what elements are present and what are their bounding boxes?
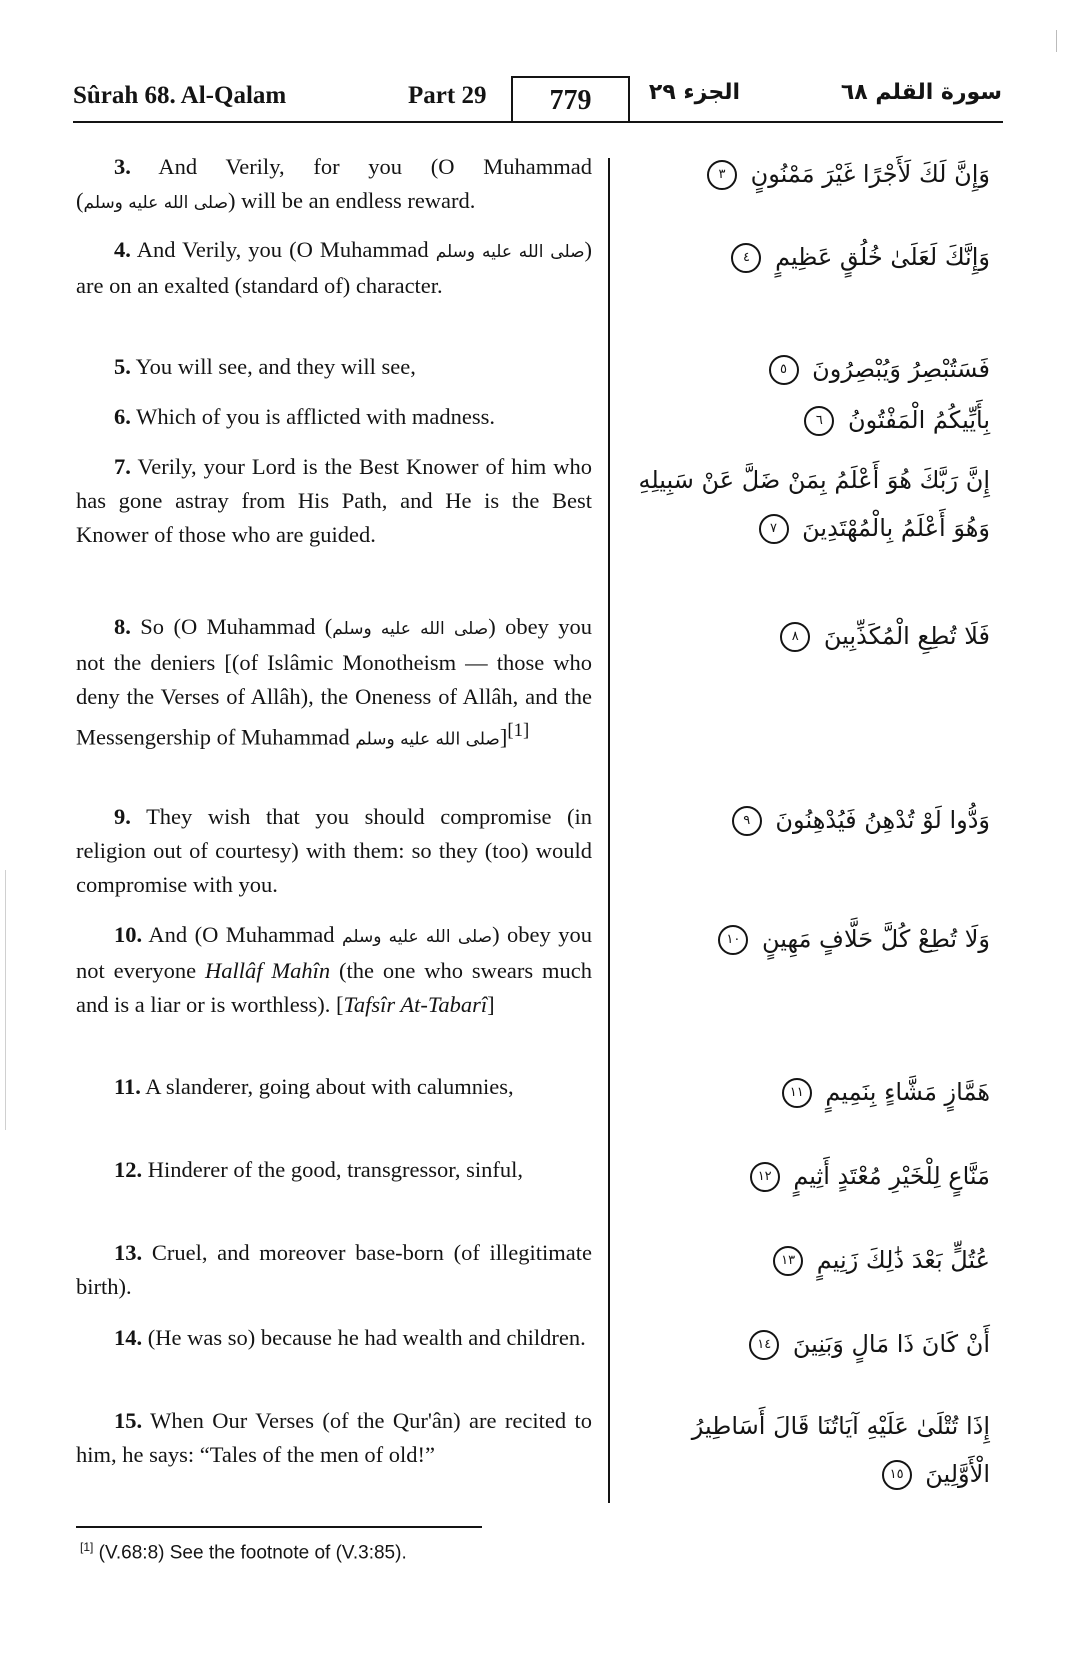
verse-9-translation xyxy=(76,800,592,902)
verse-number: 7. xyxy=(114,454,131,479)
ayah-number-marker: ٤ xyxy=(731,243,761,273)
arabic-verse-text: عُتُلٍّ بَعْدَ ذَٰلِكَ زَنِيمٍ xyxy=(816,1246,990,1274)
verse-14-translation xyxy=(76,1321,592,1355)
arabic-verse-text: وَدُّوا لَوْ تُدْهِنُ فَيُدْهِنُونَ xyxy=(775,806,990,834)
arabic-verse-text: أَنْ كَانَ ذَا مَالٍ وَبَنِينَ xyxy=(792,1330,990,1358)
verse-number: 9. xyxy=(114,804,131,829)
arabic-verse-text: هَمَّازٍ مَشَّاءٍ بِنَمِيمٍ xyxy=(825,1078,990,1106)
footnote-text: (V.68:8) See the footnote of (V.3:85). xyxy=(98,1542,407,1564)
verse-4-translation xyxy=(76,233,592,303)
verse-6-arabic xyxy=(638,396,990,444)
salutation-arabic: صلى الله عليه وسلم xyxy=(435,242,585,262)
verse-7-translation xyxy=(76,450,592,552)
footnote xyxy=(80,1540,407,1564)
running-header-juz-arabic: الجزء ٢٩ xyxy=(648,80,740,105)
verse-number: 11. xyxy=(114,1074,141,1099)
ayah-number-marker: ٧ xyxy=(759,514,789,544)
verse-text: They wish that you should compromise (in religion out of courtesy) with them: so they (too) would compromise with you. xyxy=(76,804,593,897)
verse-11-translation xyxy=(76,1070,592,1104)
arabic-verse-text: وَإِنَّ لَكَ لَأَجْرًا غَيْرَ مَمْنُونٍ xyxy=(750,160,990,188)
verse-text: ) obey you not everyone xyxy=(76,922,592,983)
running-header-surah: Sûrah 68. Al-Qalam xyxy=(73,82,287,109)
verse-text: Hinderer of the good, transgressor, sinful, xyxy=(147,1157,524,1182)
citation: Tafsîr At-Tabarî xyxy=(343,992,488,1017)
scan-margin-mark xyxy=(1056,30,1057,52)
scan-margin-mark xyxy=(5,870,6,1130)
ayah-number-marker: ٨ xyxy=(780,622,810,652)
verse-text: So (O Muhammad xyxy=(140,614,316,639)
verse-text: And Verily, you (O Muhammad xyxy=(136,237,429,262)
arabic-verse-text: فَسَتُبْصِرُ وَيُبْصِرُونَ xyxy=(812,355,990,383)
verse-8-arabic xyxy=(638,612,990,660)
arabic-verse-text: وَلَا تُطِعْ كُلَّ حَلَّافٍ مَهِينٍ xyxy=(762,925,990,953)
verse-text: Which of you is afflicted with madness. xyxy=(136,404,495,429)
running-header-part: Part 29 xyxy=(408,82,487,109)
verse-3-arabic xyxy=(638,150,990,198)
verse-text: And Verily, for you (O Muhammad xyxy=(158,154,592,179)
verse-9-arabic xyxy=(638,796,990,844)
verse-number: 8. xyxy=(114,614,131,639)
verse-6-translation xyxy=(76,400,592,434)
ayah-number-marker: ١٤ xyxy=(749,1330,779,1360)
verse-number: 6. xyxy=(114,404,131,429)
verse-text: (the one who swears much and is a liar or is worthless). xyxy=(76,958,592,1017)
verse-5-arabic xyxy=(638,345,990,393)
arabic-verse-text: فَلَا تُطِعِ الْمُكَذِّبِينَ xyxy=(823,622,990,650)
ayah-number-marker: ٦ xyxy=(804,406,834,436)
verse-7-arabic xyxy=(638,456,990,552)
header-divider xyxy=(73,121,1003,123)
verse-3-translation: 3. And Verily, for you (O Muhammad (صلى الله عليه وسلم) will be an endless reward. xyxy=(76,154,592,213)
ayah-number-marker: ٣ xyxy=(707,160,737,190)
verse-text: You will see, and they will see, xyxy=(135,354,416,379)
footnote-marker: [1] xyxy=(80,1540,94,1554)
verse-14-arabic xyxy=(638,1320,990,1368)
verse-number: 3. xyxy=(114,154,131,179)
verse-text: (He was so) because he had wealth and children. xyxy=(147,1325,586,1350)
verse-text: A slanderer, going about with calumnies, xyxy=(145,1074,514,1099)
verse-10-translation: 10. And (O Muhammad صلى الله عليه وسلم) obey you not everyone Hallâf Mahîn (the one who swears much and is a liar or is worthless). [Tafsîr At-Tabarî] xyxy=(76,922,592,1017)
verse-number: 5. xyxy=(114,354,131,379)
verse-8-translation: 8. So (O Muhammad (صلى الله عليه وسلم) obey you not the deniers [(of Islâmic Monotheism — those who deny the Verses of Allâh), the Oneness of Allâh, and the Messengership of Muhammad صلى الله عليه وسلم][1] xyxy=(76,614,593,750)
verse-15-arabic xyxy=(638,1402,990,1498)
arabic-verse-text: إِنَّ رَبَّكَ هُوَ أَعْلَمُ بِمَنْ ضَلَّ عَنْ سَبِيلِهِ وَهُوَ أَعْلَمُ بِالْمُهْتَدِينَ xyxy=(638,466,990,542)
arabic-verse-text: بِأَيِّيكُمُ الْمَفْتُونُ xyxy=(847,406,990,434)
running-header-surah-arabic: سورة القلم ٦٨ xyxy=(840,80,1002,105)
verse-text: ] xyxy=(499,724,508,750)
arabic-term: Hallâf Mahîn xyxy=(204,958,331,983)
verse-13-translation xyxy=(76,1236,592,1304)
verse-5-translation xyxy=(76,350,592,384)
arabic-verse-text: وَإِنَّكَ لَعَلَىٰ خُلُقٍ عَظِيمٍ xyxy=(775,243,990,271)
salutation-arabic: صلى الله عليه وسلم xyxy=(342,927,493,947)
ayah-number-marker: ١١ xyxy=(782,1078,812,1108)
verse-13-arabic xyxy=(638,1236,990,1284)
verse-4-arabic xyxy=(638,233,990,281)
column-divider xyxy=(608,158,610,1503)
verse-text: ) will be an endless reward. xyxy=(228,188,476,213)
verse-text: ) are on an exalted (standard of) character. xyxy=(76,237,593,298)
ayah-number-marker: ٩ xyxy=(732,806,762,836)
footnote-reference: [1] xyxy=(507,720,530,741)
verse-12-translation xyxy=(76,1153,592,1187)
verse-text: And (O Muhammad xyxy=(148,922,335,947)
verse-number: 13. xyxy=(114,1240,143,1265)
salutation-arabic: صلى الله عليه وسلم xyxy=(83,193,228,213)
ayah-number-marker: ١٢ xyxy=(750,1162,780,1192)
ayah-number-marker: ١٣ xyxy=(773,1246,803,1276)
verse-number: 4. xyxy=(114,237,131,262)
verse-number: 12. xyxy=(114,1157,143,1182)
verse-12-arabic xyxy=(638,1152,990,1200)
verse-number: 15. xyxy=(114,1408,143,1433)
ayah-number-marker: ١٥ xyxy=(882,1460,912,1490)
verse-11-arabic xyxy=(638,1068,990,1116)
verse-15-translation xyxy=(76,1404,592,1472)
page-number: 779 xyxy=(511,76,630,122)
verse-number: 14. xyxy=(114,1325,143,1350)
verse-text: When Our Verses (of the Qur'ân) are recited to him, he says: “Tales of the men of old!” xyxy=(76,1408,593,1467)
arabic-verse-text: مَنَّاعٍ لِلْخَيْرِ مُعْتَدٍ أَثِيمٍ xyxy=(793,1162,990,1190)
footnote-divider xyxy=(76,1526,482,1528)
salutation-arabic: صلى الله عليه وسلم xyxy=(355,729,500,750)
ayah-number-marker: ١٠ xyxy=(718,925,748,955)
arabic-verse-text: إِذَا تُتْلَىٰ عَلَيْهِ آيَاتُنَا قَالَ أَسَاطِيرُ الْأَوَّلِينَ xyxy=(691,1412,990,1488)
ayah-number-marker: ٥ xyxy=(769,355,799,385)
verse-text: ) obey you not the deniers [(of Islâmic Monotheism — those who deny the Verses of Allâh), the Oneness of Allâh, and the Messengership of Muhammad xyxy=(76,614,593,750)
verse-text: Verily, your Lord is the Best Knower of him who has gone astray from His Path, and He is the Best Knower of those who are guided. xyxy=(76,454,592,547)
salutation-arabic: صلى الله عليه وسلم xyxy=(332,619,489,639)
verse-number: 10. xyxy=(114,922,143,947)
verse-10-arabic xyxy=(638,915,990,963)
verse-text: Cruel, and moreover base-born (of illegitimate birth). xyxy=(76,1240,593,1299)
